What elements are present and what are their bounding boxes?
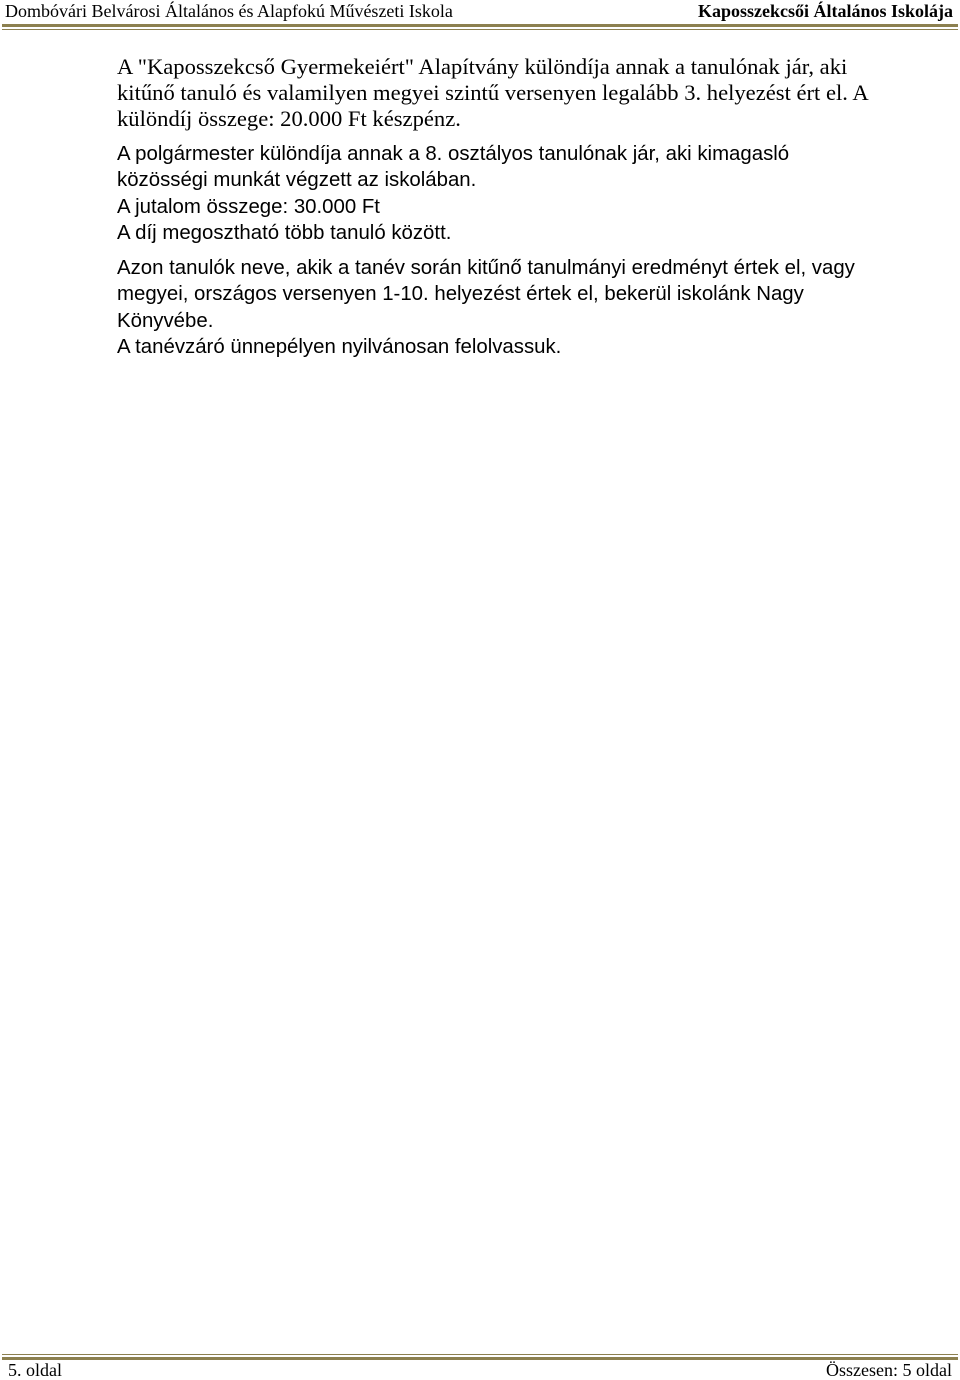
footer-rule-thick bbox=[2, 1357, 958, 1360]
paragraph-line: Könyvébe. bbox=[117, 309, 214, 332]
paragraph-line: A díj megosztható több tanuló között. bbox=[117, 221, 452, 244]
paragraph-line: A "Kaposszekcső Gyermekeiért" Alapítvány különdíja annak a tanulónak jár, aki bbox=[117, 54, 848, 79]
paragraph-line: A tanévzáró ünnepélyen nyilvánosan felolvassuk. bbox=[117, 335, 562, 358]
great-book-paragraph bbox=[117, 255, 855, 360]
paragraph-line: kitűnő tanuló és valamilyen megyei szintű versenyen legalább 3. helyezést ért el. A bbox=[117, 80, 869, 105]
footer-page-number: 5. oldal bbox=[8, 1360, 62, 1380]
paragraph-line: Azon tanulók neve, akik a tanév során kitűnő tanulmányi eredményt értek el, vagy bbox=[117, 257, 855, 279]
foundation-award-paragraph bbox=[117, 54, 869, 132]
paragraph-line: közösségi munkát végzett az iskolában. bbox=[117, 169, 477, 192]
paragraph-line: A jutalom összege: 30.000 Ft bbox=[117, 195, 380, 218]
header-rule-thick bbox=[2, 24, 958, 27]
paragraph-line: különdíj összege: 20.000 Ft készpénz. bbox=[117, 106, 461, 131]
footer-rule-thin bbox=[2, 1354, 958, 1355]
footer-page-total: Összesen: 5 oldal bbox=[826, 1360, 952, 1380]
mayor-award-paragraph bbox=[117, 141, 789, 246]
header-school-name: Dombóvári Belvárosi Általános és Alapfokú Művészeti Iskola bbox=[5, 1, 453, 21]
paragraph-line: megyei, országos versenyen 1-10. helyezést értek el, bekerül iskolánk Nagy bbox=[117, 283, 804, 306]
paragraph-line: A polgármester különdíja annak a 8. osztályos tanulónak jár, aki kimagasló bbox=[117, 143, 790, 165]
header-institution-name: Kaposszekcsői Általános Iskolája bbox=[697, 1, 953, 21]
header-rule-thin bbox=[2, 29, 958, 30]
